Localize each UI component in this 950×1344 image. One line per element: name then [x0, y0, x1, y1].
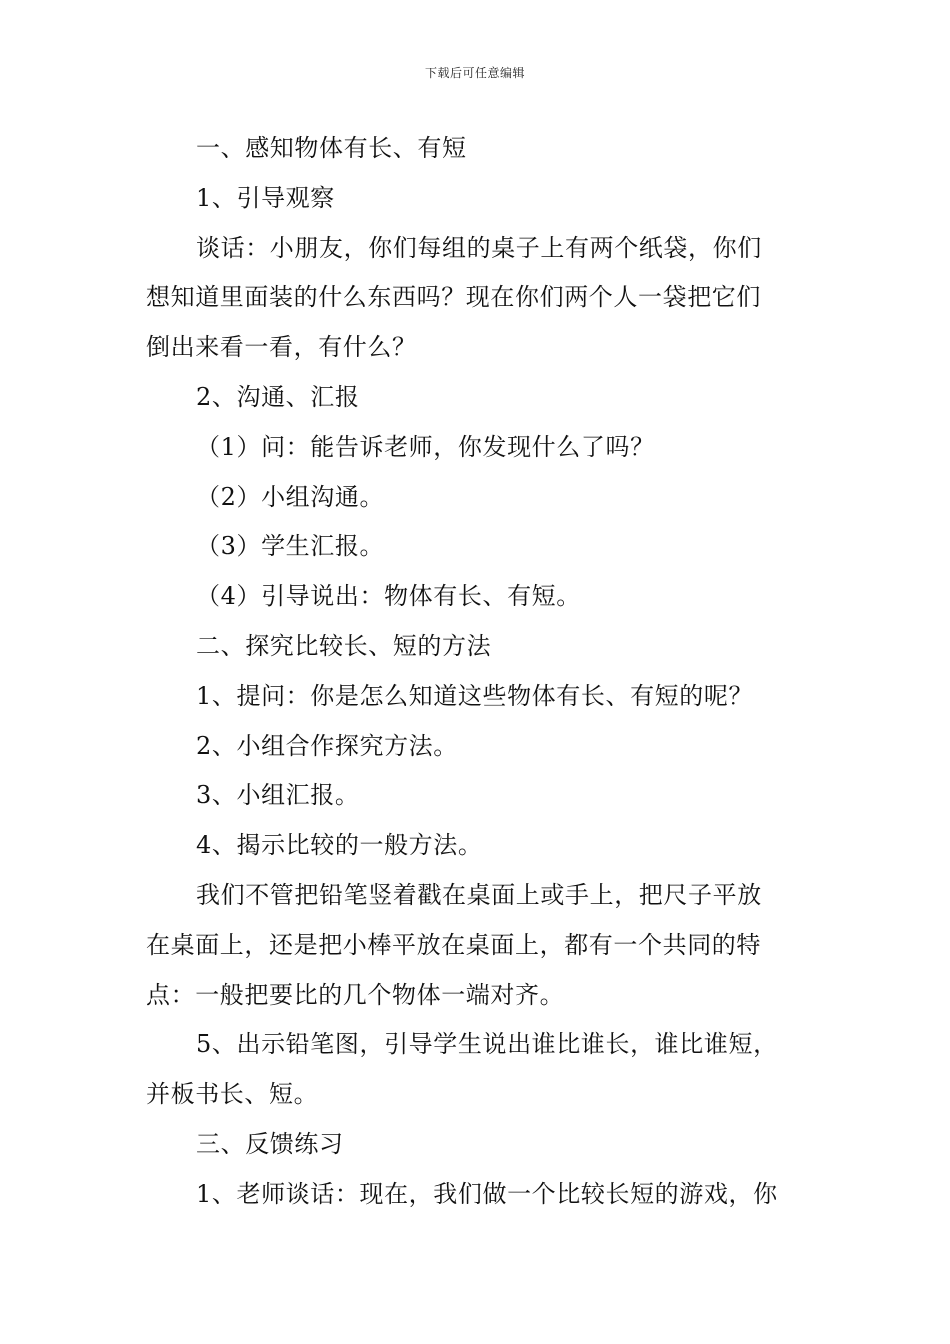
paragraph-line: 在桌面上，还是把小棒平放在桌面上，都有一个共同的特 [146, 930, 761, 959]
subsection-heading: 2、沟通、汇报 [196, 382, 360, 411]
page-header: 下载后可任意编辑 [424, 66, 525, 80]
paragraph-line: 4、揭示比较的一般方法。 [196, 831, 483, 860]
paragraph-line: 1、老师谈话：现在，我们做一个比较长短的游戏，你 [196, 1179, 778, 1208]
section-heading: 二、探究比较长、短的方法 [196, 631, 492, 660]
list-item: （4）引导说出：物体有长、有短。 [196, 582, 581, 611]
paragraph-line: 点：一般把要比的几个物体一端对齐。 [146, 980, 565, 1009]
paragraph-line: 5、出示铅笔图，引导学生说出谁比谁长，谁比谁短， [196, 1030, 778, 1059]
paragraph-line: 我们不管把铅笔竖着戳在桌面上或手上，把尺子平放 [196, 880, 762, 909]
paragraph-line: 2、小组合作探究方法。 [196, 731, 458, 760]
paragraph-line: 3、小组汇报。 [196, 781, 360, 810]
paragraph-line: 倒出来看一看，有什么？ [146, 333, 417, 362]
paragraph-line: 谈话：小朋友，你们每组的桌子上有两个纸袋，你们 [196, 233, 762, 262]
paragraph-line: 想知道里面装的什么东西吗？现在你们两个人一袋把它们 [146, 283, 761, 312]
section-heading: 一、感知物体有长、有短 [196, 134, 467, 162]
list-item: （1）问：能告诉老师，你发现什么了吗？ [196, 432, 655, 461]
list-item: （2）小组沟通。 [196, 482, 385, 511]
paragraph-line: 并板书长、短。 [146, 1080, 319, 1109]
paragraph-line: 1、提问：你是怎么知道这些物体有长、有短的呢？ [196, 681, 754, 710]
list-item: （3）学生汇报。 [196, 532, 385, 561]
subsection-heading: 1、引导观察 [196, 183, 335, 212]
section-heading: 三、反馈练习 [196, 1129, 344, 1158]
document-body [146, 124, 806, 1220]
